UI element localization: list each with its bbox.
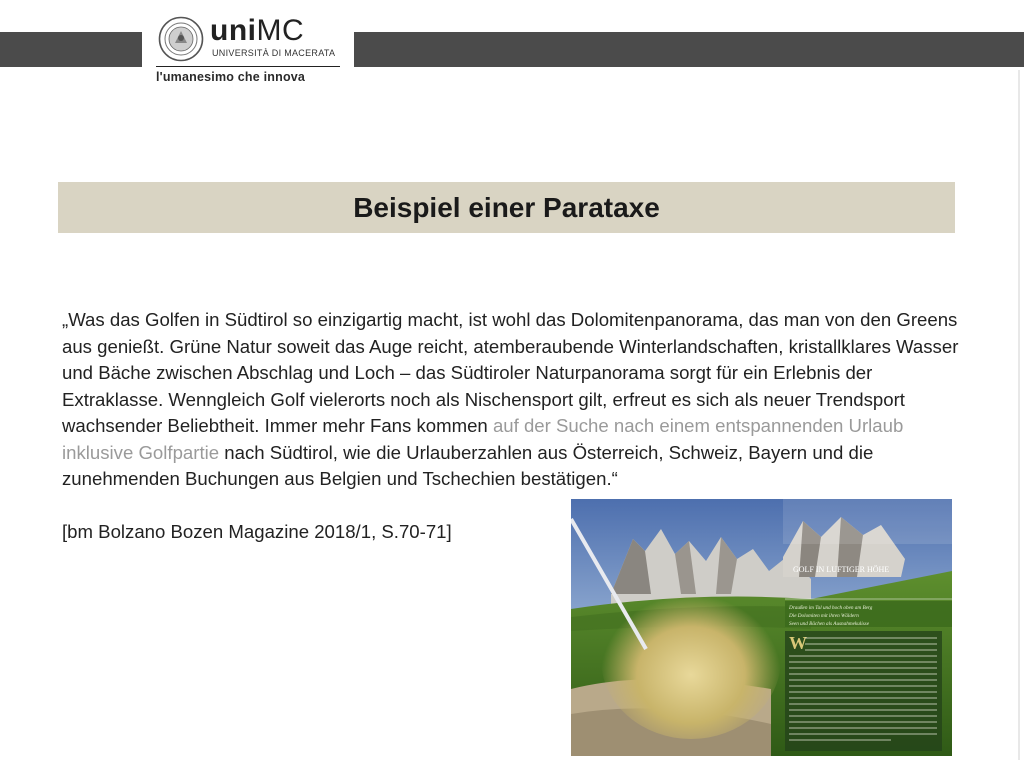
- quote-part-1: „Was das Golfen in Südtirol so einzigartig macht, ist wohl das Dolomitenpanorama, das man von den Greens aus genießt. Grüne Natur soweit das Auge reicht, atemberaubende Winterlandschaften, kristallklares Wasser und Bäche zwischen Abschlag und Loch – das Südtiroler Naturpanorama sorgt für ein Erlebnis der Extraklasse. Wenngleich Golf vielerorts noch als Nischensport gilt, erfreut es sich als neuer Trendsport wachsender Beliebtheit. Immer mehr Fans kommen: [62, 309, 959, 436]
- quote-part-2: nach Südtirol, wie die Urlauberzahlen aus Österreich, Schweiz, Bayern und die zunehmenden Buchungen aus Belgien und Tschechien bestätigen.“: [62, 441, 874, 489]
- slide-edge-shadow: [1018, 70, 1020, 760]
- citation: [bm Bolzano Bozen Magazine 2018/1, S.70-71]: [62, 520, 452, 542]
- magazine-subhead-1: Draußen im Tal und hoch oben am Berg: [789, 605, 873, 611]
- header-bar-left: [0, 32, 142, 67]
- logo-tagline: l'umanesimo che innova: [156, 70, 306, 84]
- university-seal-icon: [158, 16, 204, 62]
- magazine-subhead-3: Seen und Bächen als Ausnahmekulisse: [789, 621, 870, 627]
- logo-divider: [156, 66, 340, 67]
- magazine-dropcap: W: [789, 633, 807, 653]
- title-band: [58, 182, 955, 233]
- magazine-headline: GOLF IN LUFTIGER HÖHE: [793, 565, 890, 574]
- university-logo: [152, 12, 344, 92]
- logo-subtitle: UNIVERSITÀ DI MACERATA: [212, 48, 336, 58]
- header-bar-right: [354, 32, 1024, 67]
- magazine-spread-image: [571, 499, 952, 756]
- logo-wordmark: uniMC: [210, 14, 305, 47]
- quote-text: [62, 307, 962, 493]
- quote-highlight: auf der Suche nach einem entspannenden Urlaub inklusive Golfpartie: [62, 415, 904, 463]
- slide-title: Beispiel einer Parataxe: [353, 191, 660, 223]
- magazine-subhead-2: Die Dolomiten mit ihren Wäldern: [789, 613, 859, 619]
